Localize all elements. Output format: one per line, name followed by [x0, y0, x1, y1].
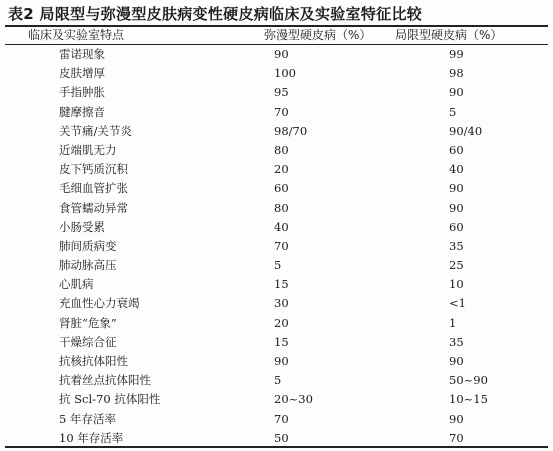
table-row — [0, 237, 553, 256]
feature-cell: 5 年存活率 — [59, 411, 116, 426]
diffuse-value-cell: 100 — [274, 66, 296, 81]
feature-cell: 食管蠕动异常 — [59, 200, 128, 215]
table-row — [0, 141, 553, 160]
limited-value-cell: 25 — [449, 258, 464, 273]
table-row — [0, 256, 553, 275]
diffuse-value-cell: 70 — [274, 411, 289, 426]
limited-value-cell: <1 — [449, 296, 466, 311]
feature-cell: 毛细血管扩张 — [59, 181, 128, 196]
diffuse-value-cell: 70 — [274, 104, 289, 119]
diffuse-value-cell: 20 — [274, 162, 289, 177]
feature-cell: 小肠受累 — [59, 219, 105, 234]
limited-value-cell: 90 — [449, 411, 464, 426]
diffuse-value-cell: 50 — [274, 430, 289, 445]
feature-cell: 肺间质病变 — [59, 238, 117, 253]
limited-value-cell: 35 — [449, 334, 464, 349]
table-row — [0, 83, 553, 102]
feature-cell: 肾脏“危象” — [59, 315, 117, 330]
feature-cell: 手指肿胀 — [59, 85, 105, 100]
diffuse-value-cell: 60 — [274, 181, 289, 196]
limited-value-cell: 90 — [449, 200, 464, 215]
limited-value-cell: 90 — [449, 181, 464, 196]
header-limited: 局限型硬皮病（%） — [395, 28, 503, 42]
limited-value-cell: 10 — [449, 277, 464, 292]
diffuse-value-cell: 95 — [274, 85, 289, 100]
table-row — [0, 122, 553, 141]
limited-value-cell: 1 — [449, 315, 457, 330]
limited-value-cell: 99 — [449, 47, 464, 61]
diffuse-value-cell: 40 — [274, 219, 289, 234]
feature-cell: 近端肌无力 — [59, 142, 117, 157]
limited-value-cell: 90 — [449, 85, 464, 100]
diffuse-value-cell: 15 — [274, 277, 289, 292]
table-title: 表2 局限型与弥漫型皮肤病变性硬皮病临床及实验室特征比较 — [8, 5, 423, 23]
limited-value-cell: 60 — [449, 219, 464, 234]
feature-cell: 充血性心力衰竭 — [59, 296, 140, 311]
diffuse-value-cell: 90 — [274, 47, 289, 61]
table-row — [0, 352, 553, 371]
feature-cell: 抗核抗体阳性 — [59, 354, 128, 368]
limited-value-cell: 10~15 — [449, 392, 488, 407]
feature-cell: 心肌病 — [59, 277, 94, 292]
diffuse-value-cell: 5 — [274, 258, 282, 273]
limited-value-cell: 60 — [449, 142, 464, 157]
feature-cell: 皮下钙质沉积 — [59, 162, 128, 177]
table-row — [0, 275, 553, 294]
diffuse-value-cell: 80 — [274, 142, 289, 157]
feature-cell: 雷诺现象 — [59, 47, 105, 61]
feature-cell: 关节痛/关节炎 — [59, 123, 132, 138]
table-row — [0, 410, 553, 429]
diffuse-value-cell: 30 — [274, 296, 289, 311]
diffuse-value-cell: 70 — [274, 238, 289, 253]
feature-cell: 抗着丝点抗体阳性 — [59, 373, 151, 388]
diffuse-value-cell: 90 — [274, 354, 289, 368]
limited-value-cell: 90 — [449, 354, 464, 368]
feature-cell: 10 年存活率 — [59, 430, 124, 445]
table-header-row — [0, 27, 553, 44]
table-row — [0, 199, 553, 218]
limited-value-cell: 70 — [449, 430, 464, 445]
limited-value-cell: 5 — [449, 104, 457, 119]
table-row — [0, 103, 553, 122]
table-row — [0, 64, 553, 83]
table-row — [0, 294, 553, 313]
limited-value-cell: 50~90 — [449, 373, 488, 388]
feature-cell: 腱摩擦音 — [59, 104, 105, 119]
limited-value-cell: 90/40 — [449, 123, 483, 138]
diffuse-value-cell: 5 — [274, 373, 282, 388]
table-row — [0, 218, 553, 237]
feature-cell: 肺动脉高压 — [59, 258, 117, 273]
table-row — [0, 314, 553, 333]
header-feature: 临床及实验室特点 — [28, 28, 125, 42]
table-bottom-rule — [5, 446, 548, 448]
diffuse-value-cell: 20~30 — [274, 392, 313, 407]
diffuse-value-cell: 15 — [274, 334, 289, 349]
header-diffuse: 弥漫型硬皮病（%） — [264, 28, 372, 42]
table-row — [0, 160, 553, 179]
limited-value-cell: 35 — [449, 238, 464, 253]
feature-cell: 干燥综合征 — [59, 334, 117, 349]
table-row — [0, 390, 553, 409]
feature-cell: 抗 Scl-70 抗体阳性 — [59, 392, 161, 407]
limited-value-cell: 40 — [449, 162, 464, 177]
feature-cell: 皮肤增厚 — [59, 66, 105, 81]
table-body — [0, 45, 553, 448]
table-row — [0, 333, 553, 352]
table-row — [0, 179, 553, 198]
table-row — [0, 371, 553, 390]
table-row — [0, 45, 553, 64]
diffuse-value-cell: 20 — [274, 315, 289, 330]
limited-value-cell: 98 — [449, 66, 464, 81]
diffuse-value-cell: 80 — [274, 200, 289, 215]
diffuse-value-cell: 98/70 — [274, 123, 308, 138]
